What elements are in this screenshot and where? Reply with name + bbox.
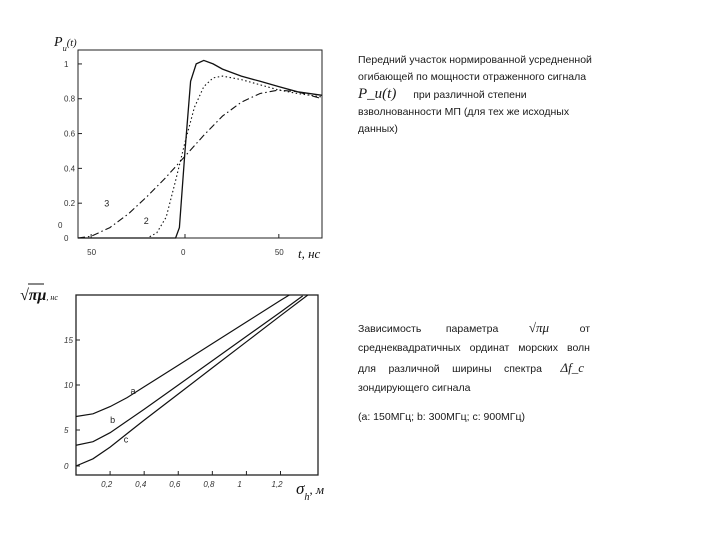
y-tick-label: 0	[64, 462, 69, 471]
x-tick-label: 1,2	[271, 480, 283, 489]
y-tick-label: 5	[64, 426, 69, 435]
curve-label-2: 2	[143, 216, 149, 227]
bottom-caption-text-3: зондирующего сигнала	[358, 382, 471, 394]
top-caption-text-after: при различной степени взволнованности МП (для тех же исходных данных)	[358, 89, 570, 135]
x-tick-label: 0,8	[203, 480, 215, 489]
y-tick-label: 0.6	[64, 129, 76, 139]
x-axis-label: t, нс	[298, 246, 321, 261]
bottom-caption-formula-1: √πμ	[528, 320, 550, 335]
series-label-c: c	[123, 434, 129, 445]
plot-frame	[78, 50, 322, 238]
x-tick-label: 0,6	[169, 480, 181, 489]
y-tick-label: 0.4	[64, 164, 76, 174]
x-tick-label: 0	[180, 248, 186, 257]
bottom-caption-params: (a: 150МГц; b: 300МГц; c: 900МГц)	[358, 411, 525, 423]
x-tick-label: 0,4	[135, 480, 147, 489]
curve-label-3: 3	[104, 198, 110, 209]
x-tick-label: 0,2	[101, 480, 113, 489]
x-tick-label: 1	[237, 480, 242, 489]
x-axis-label: $\sigma_h$, м	[296, 479, 324, 503]
y-tick-label: 1	[64, 59, 69, 69]
series-line-dash-dot	[78, 90, 322, 238]
bottom-caption-text-1: Зависимость параметра	[358, 323, 499, 335]
series-line-solid	[78, 60, 322, 238]
series-label-b: b	[110, 414, 116, 425]
y-axis-label: $P_u(t)$	[54, 35, 77, 53]
x-tick-label: 50	[274, 248, 284, 257]
y-tick-label: 0.2	[64, 199, 76, 209]
series-line-a	[76, 288, 301, 417]
extra-zero-label: 0	[58, 221, 63, 230]
top-caption	[358, 52, 608, 138]
bottom-caption-formula-2: Δf_c	[560, 360, 584, 375]
bottom-caption	[358, 318, 590, 427]
y-tick-label: 15	[64, 336, 73, 345]
y-tick-label: 0	[64, 234, 69, 243]
y-axis-label: √πμ, нс	[20, 287, 58, 304]
y-tick-label: 0.8	[64, 94, 76, 104]
top-caption-text-before: Передний участок нормированной усредненной огибающей по мощности отраженного сигнала	[358, 54, 592, 83]
y-tick-label: 10	[64, 381, 73, 390]
plot-frame	[76, 295, 318, 475]
series-label-a: a	[130, 386, 136, 396]
series-line-c	[76, 295, 308, 466]
pulse-envelope-chart	[53, 35, 322, 261]
x-tick-label: 50	[87, 248, 97, 257]
top-caption-formula: P_u(t)	[358, 86, 397, 102]
sqrt-pi-mu-chart	[20, 284, 324, 503]
series-line-dotted	[78, 76, 322, 238]
bottom-caption-text-2: от среднеквадратичных ординат морских волн для различной ширины спектра	[358, 323, 591, 375]
